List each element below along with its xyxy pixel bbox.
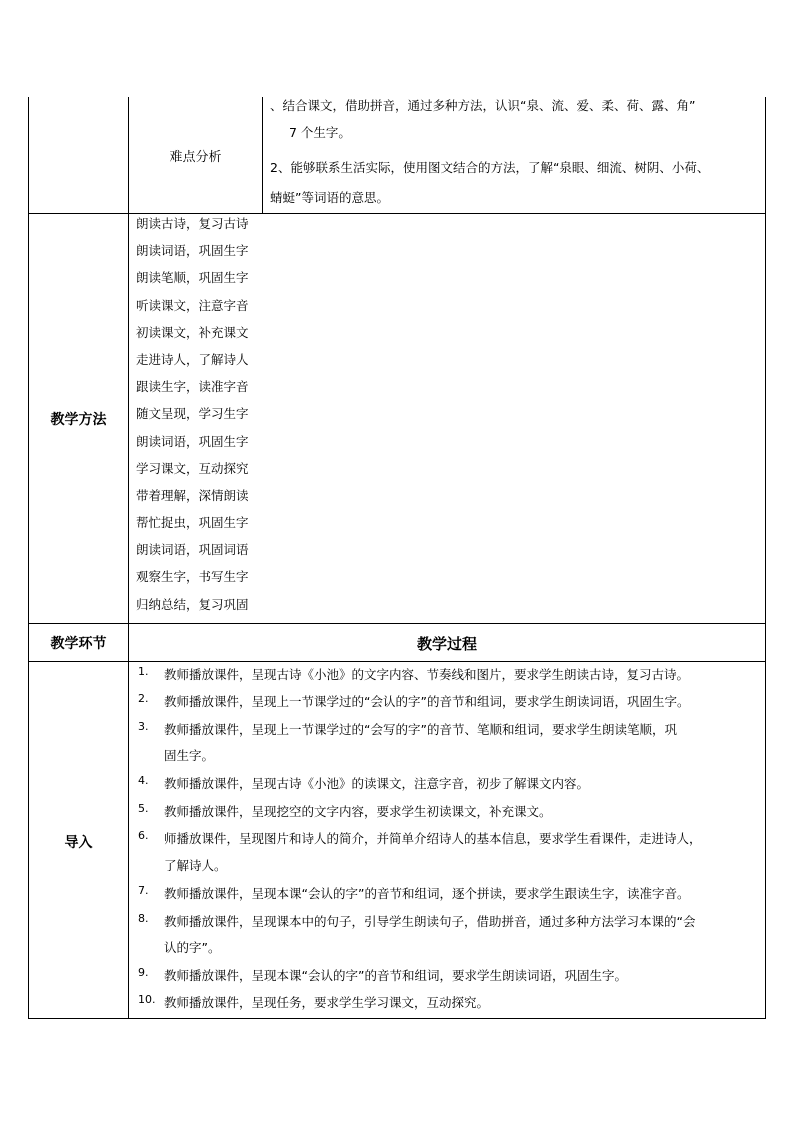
list-item: 朗读笔顺，巩固生字 [136, 270, 249, 286]
list-item-text: 教师播放课件，呈现本课“会认的字”的音节和组词，要求学生朗读词语，巩固生字。 [164, 968, 627, 983]
list-item-text: 固生字。 [164, 748, 215, 763]
table-rule [765, 97, 766, 1019]
list-item-text: 教师播放课件，呈现挖空的文字内容，要求学生初读课文，补充课文。 [164, 804, 552, 819]
process-header: 教学过程 [416, 635, 477, 653]
methods-list [136, 210, 266, 618]
difficulty-line-3: 2、能够联系生活实际，使用图文结合的方法，了解“泉眼、细流、树阴、小荷、 [270, 160, 710, 175]
list-item: 朗读词语，巩固生字 [136, 243, 249, 259]
list-item-number: 10. [138, 993, 156, 1006]
table-rule [128, 97, 129, 1019]
list-item: 听读课文，注意字音 [136, 297, 249, 313]
list-item-number: 9. [138, 966, 149, 979]
list-item-number: 3. [138, 720, 149, 733]
list-item-text: 教师播放课件，呈现本课“会认的字”的音节和组词，逐个拼读，要求学生跟读生字，读准字音。 [164, 886, 690, 901]
list-item-text: 教师播放课件，呈现古诗《小池》的读课文，注意字音，初步了解课文内容。 [164, 776, 590, 791]
difficulty-label: 难点分析 [169, 150, 222, 165]
list-item: 归纳总结，复习巩固 [136, 596, 249, 612]
difficulty-line-4: 蜻蜓”等词语的意思。 [270, 190, 389, 205]
table-rule [28, 623, 766, 624]
difficulty-line-1: 、结合课文，借助拼音，通过多种方法，认识“泉、流、爱、柔、荷、露、角” [270, 98, 696, 113]
intro-list [138, 662, 763, 1018]
methods-label: 教学方法 [50, 412, 107, 428]
difficulty-line-2: 7 个生字。 [289, 125, 351, 140]
list-item-text: 师播放课件，呈现图片和诗人的简介，并简单介绍诗人的基本信息，要求学生看课件，走进诗人， [164, 831, 702, 846]
list-item-text: 教师播放课件，呈现上一节课学过的“会认的字”的音节和组词，要求学生朗读词语，巩固生字。 [164, 694, 690, 709]
list-item: 朗读词语，巩固生字 [136, 433, 249, 449]
list-item-number: 6. [138, 829, 149, 842]
list-item-text: 教师播放课件，呈现古诗《小池》的文字内容、节奏线和图片，要求学生朗读古诗，复习古诗。 [164, 667, 690, 682]
list-item: 跟读生字，读准字音 [136, 379, 249, 395]
list-item: 观察生字，书写生字 [136, 569, 249, 585]
list-item-text: 教师播放课件，呈现课本中的句子，引导学生朗读句子，借助拼音，通过多种方法学习本课的“会 [164, 914, 696, 929]
list-item: 朗读词语，巩固词语 [136, 542, 249, 558]
list-item-number: 4. [138, 774, 149, 787]
list-item-number: 8. [138, 912, 149, 925]
list-item-number: 5. [138, 802, 149, 815]
list-item-text: 教师播放课件，呈现任务，要求学生学习课文，互动探究。 [164, 995, 490, 1010]
list-item: 学习课文，互动探究 [136, 460, 249, 476]
table-rule [28, 97, 29, 1019]
list-item-number: 2. [138, 692, 149, 705]
list-item: 随文呈现，学习生字 [136, 406, 249, 422]
list-item-text: 教师播放课件，呈现上一节课学过的“会写的字”的音节、笔顺和组词，要求学生朗读笔顺，巩 [164, 722, 677, 737]
list-item: 带着理解，深情朗读 [136, 487, 249, 503]
list-item-text: 认的字”。 [164, 940, 221, 955]
table-rule [262, 97, 263, 214]
section-header: 教学环节 [50, 636, 107, 652]
list-item: 帮忙捉虫，巩固生字 [136, 515, 249, 531]
list-item-text: 了解诗人。 [164, 858, 227, 873]
list-item: 走进诗人，了解诗人 [136, 351, 249, 367]
list-item-number: 1. [138, 665, 149, 678]
table-rule [28, 1018, 766, 1019]
list-item-number: 7. [138, 884, 149, 897]
list-item: 朗读古诗，复习古诗 [136, 216, 249, 231]
intro-label: 导入 [64, 835, 93, 851]
list-item: 初读课文，补充课文 [136, 324, 249, 340]
